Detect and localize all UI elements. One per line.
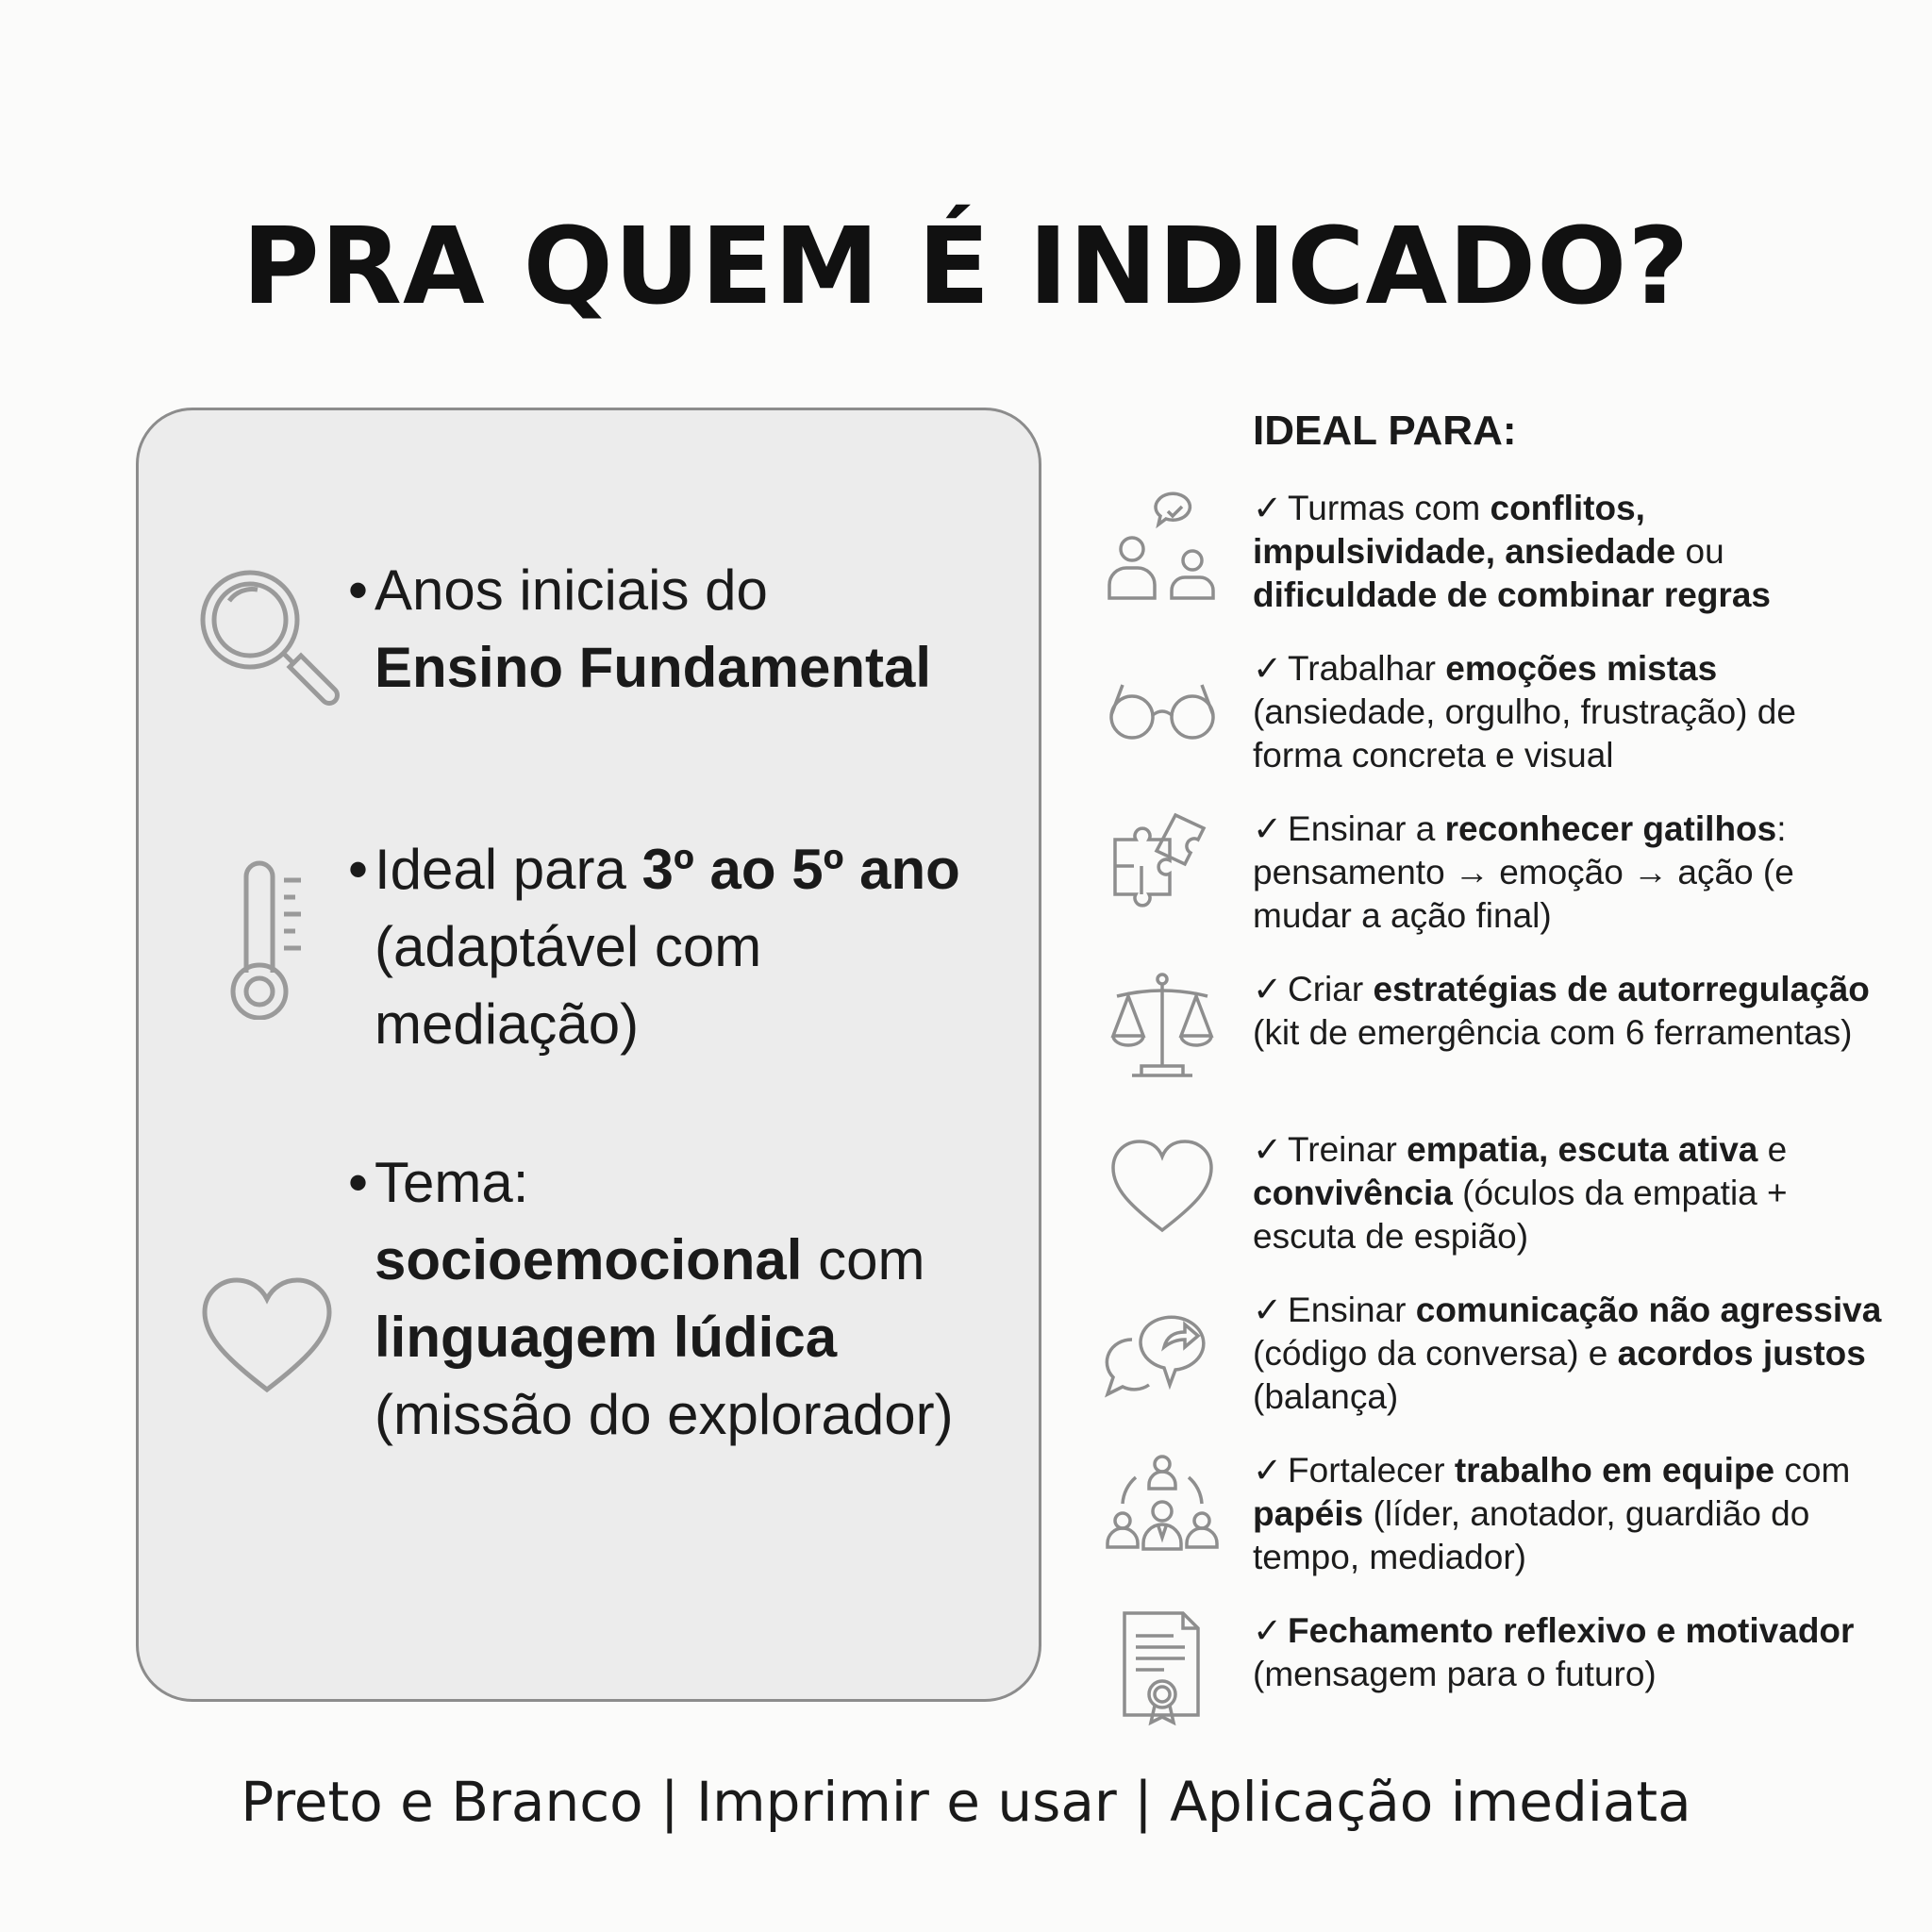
text-part: Tema: (375, 1151, 529, 1214)
ideal-item-text (1253, 487, 1887, 617)
text-part: (missão do explorador) (375, 1383, 954, 1446)
text-part: Criar (1288, 970, 1374, 1008)
ideal-item (1104, 1449, 1887, 1591)
ideal-heading: IDEAL PARA: (1253, 408, 1517, 454)
text-part: com (802, 1228, 925, 1291)
ideal-item (1104, 968, 1887, 1109)
text-part: Turmas com (1288, 489, 1491, 527)
text-part: (ansiedade, orgulho, frustração) de forma concreta e visual (1253, 692, 1796, 774)
text-part: ou (1675, 532, 1724, 571)
check-mark: ✓ (1253, 1611, 1283, 1650)
text-part-bold: comunicação não agressiva (1415, 1291, 1882, 1329)
check-mark: ✓ (1253, 970, 1283, 1008)
text-part: Trabalhar (1288, 649, 1446, 688)
text-part-bold: empatia, escuta ativa (1407, 1130, 1758, 1169)
text-part-bold: estratégias de autorregulação (1373, 970, 1870, 1008)
ideal-item (1104, 1128, 1887, 1270)
text-part: com (1774, 1451, 1851, 1490)
text-part-bold: papéis (1253, 1494, 1364, 1533)
heart-outline-icon (1104, 1128, 1221, 1245)
ideal-item (1104, 1609, 1887, 1751)
text-part-bold: socioemocional (375, 1228, 803, 1291)
text-part: Fortalecer (1288, 1451, 1455, 1490)
text-part: Anos iniciais do (375, 558, 768, 622)
check-mark: ✓ (1253, 1451, 1283, 1490)
text-part: (mensagem para o futuro) (1253, 1655, 1657, 1693)
card-item-text (348, 831, 1035, 1063)
people-chat-icon (1104, 487, 1221, 604)
ideal-item-text (1253, 808, 1887, 938)
text-part-bold: dificuldade de combinar regras (1253, 575, 1771, 614)
certificate-icon (1104, 1609, 1221, 1726)
ideal-item-text (1253, 1449, 1887, 1579)
check-mark: ✓ (1253, 1130, 1283, 1169)
ideal-item (1104, 1289, 1887, 1430)
text-part: Ensinar a (1288, 809, 1445, 848)
heart-icon (199, 1276, 335, 1399)
text-part-bold: Ensino Fundamental (375, 636, 932, 699)
text-part: Ideal para (375, 838, 642, 901)
text-part-bold: 3º ao 5º ano (641, 838, 960, 901)
text-part: Ensinar (1288, 1291, 1416, 1329)
card-item-text (348, 1144, 1035, 1454)
ideal-item-text (1253, 647, 1887, 777)
ideal-item-text (1253, 1609, 1887, 1696)
ideal-item (1104, 487, 1887, 628)
text-part-bold: convivência (1253, 1174, 1453, 1212)
magnifying-glass-icon (192, 561, 342, 712)
text-part: (óculos da empatia + escuta de espião) (1253, 1174, 1788, 1256)
speech-bubbles-icon (1104, 1289, 1221, 1406)
puzzle-icon (1104, 808, 1221, 924)
ideal-item-text (1253, 968, 1887, 1055)
card-item-text (348, 552, 1035, 707)
check-mark: ✓ (1253, 489, 1283, 527)
bullet-dot: • (348, 1151, 369, 1214)
thermometer-icon (225, 859, 320, 1020)
text-part: (código da conversa) e (1253, 1334, 1618, 1373)
balance-scale-icon (1104, 968, 1221, 1085)
ideal-item-text (1253, 1128, 1887, 1258)
text-part: e (1757, 1130, 1788, 1169)
text-part-bold: conflitos, impulsividade, ansiedade (1253, 489, 1676, 571)
footer-tagline: Preto e Branco | Imprimir e usar | Aplicação imediata (241, 1770, 1691, 1834)
text-part-bold: emoções mistas (1445, 649, 1718, 688)
ideal-item (1104, 808, 1887, 949)
glasses-icon (1104, 647, 1221, 764)
text-part-bold: linguagem lúdica (375, 1306, 838, 1369)
check-mark: ✓ (1253, 649, 1283, 688)
text-part: : pensamento → emoção → ação (e mudar a ação final) (1253, 809, 1794, 935)
text-part-bold: reconhecer gatilhos (1444, 809, 1777, 848)
page-title: PRA QUEM É INDICADO? (242, 206, 1690, 328)
text-part: (adaptável com mediação) (375, 915, 762, 1056)
check-mark: ✓ (1253, 809, 1283, 848)
audience-card (136, 408, 1041, 1702)
ideal-item (1104, 647, 1887, 789)
text-part-bold: acordos justos (1617, 1334, 1866, 1373)
text-part-bold: Fechamento reflexivo e motivador (1288, 1611, 1855, 1650)
text-part: Treinar (1288, 1130, 1407, 1169)
team-icon (1104, 1449, 1221, 1566)
text-part-bold: trabalho em equipe (1454, 1451, 1775, 1490)
text-part: (kit de emergência com 6 ferramentas) (1253, 1013, 1853, 1052)
bullet-dot: • (348, 558, 369, 622)
text-part: (líder, anotador, guardião do tempo, mediador) (1253, 1494, 1810, 1576)
check-mark: ✓ (1253, 1291, 1283, 1329)
text-part: (balança) (1253, 1377, 1399, 1416)
bullet-dot: • (348, 838, 369, 901)
ideal-item-text (1253, 1289, 1887, 1419)
